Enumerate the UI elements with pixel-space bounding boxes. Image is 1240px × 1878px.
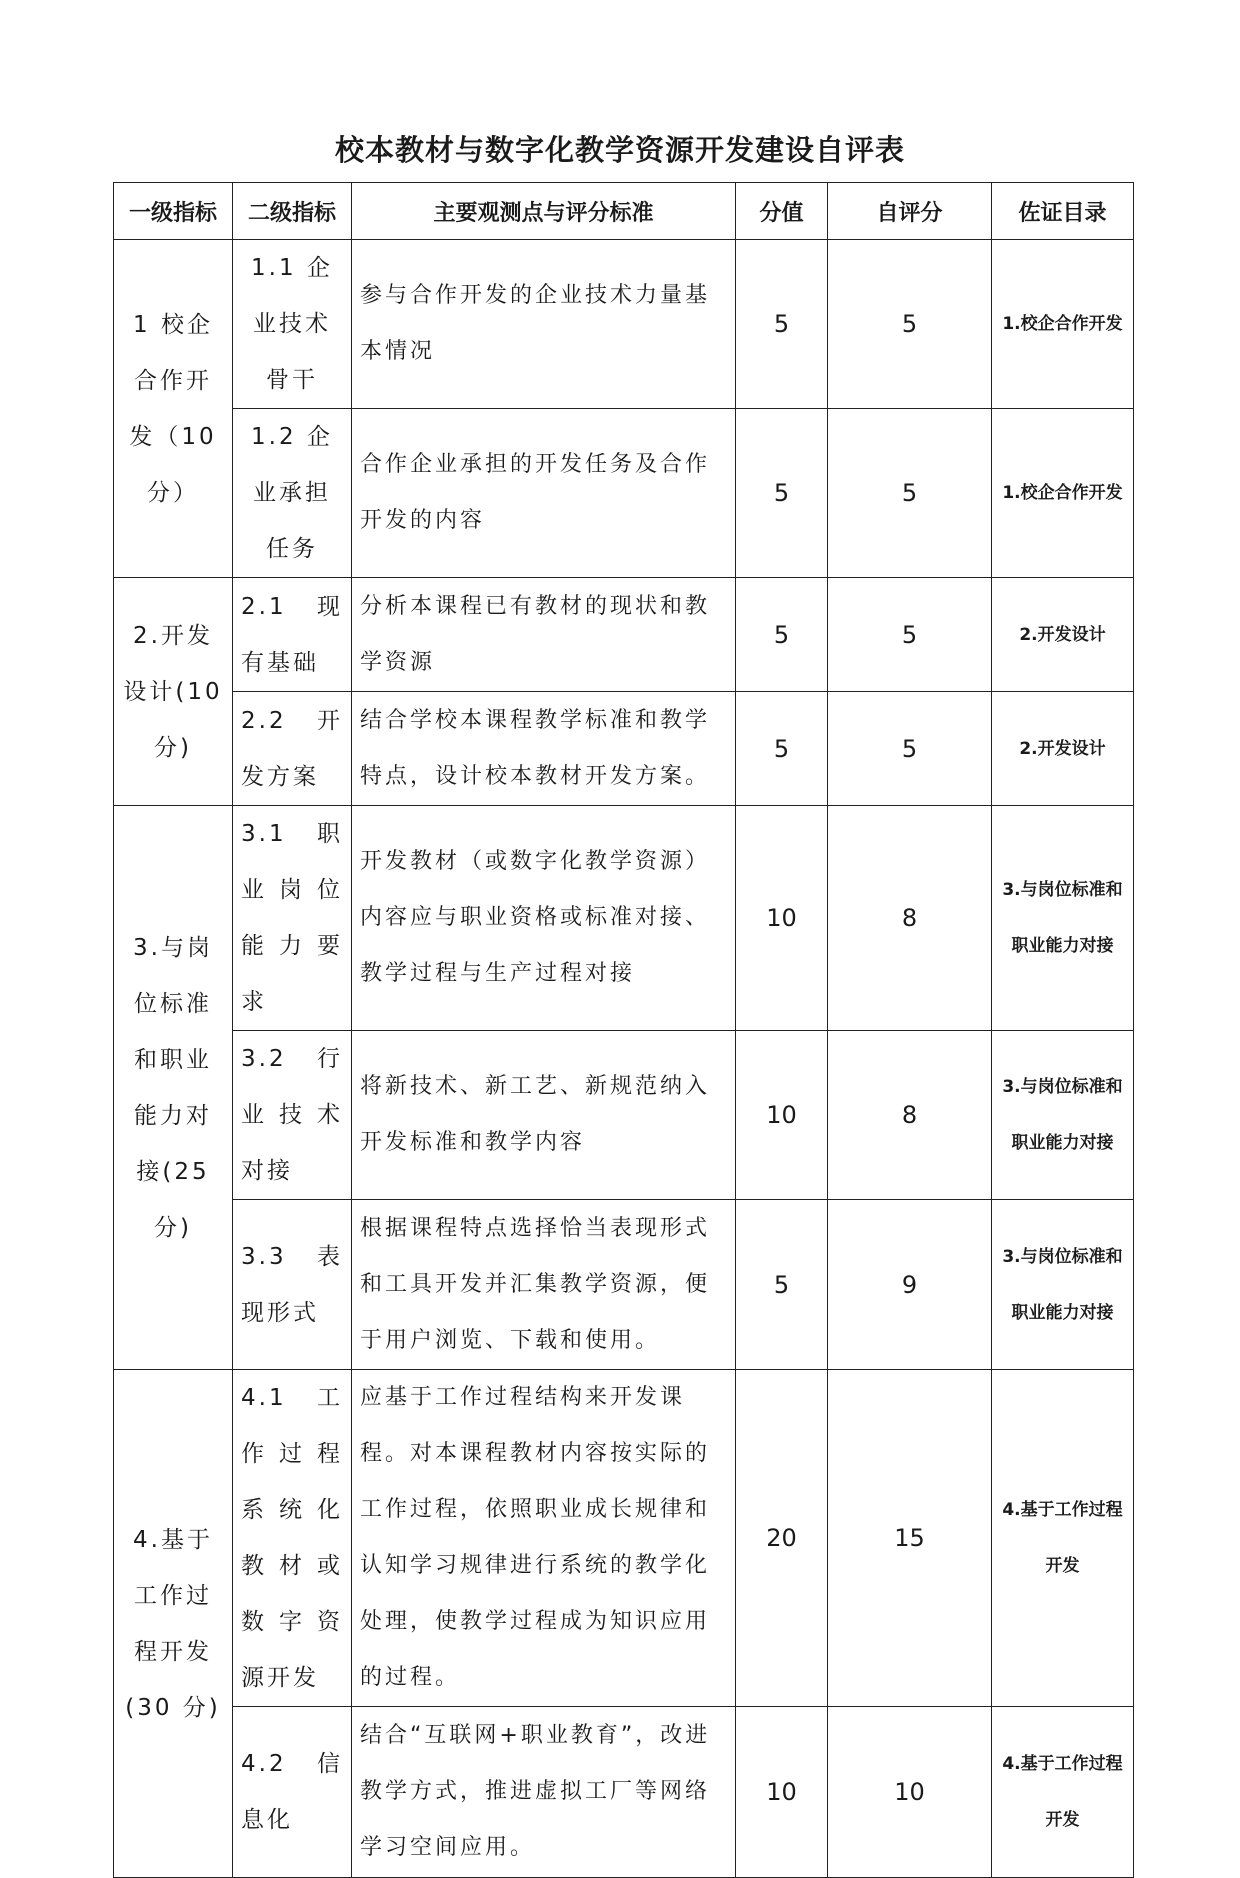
- self-score-value: 8: [828, 1031, 992, 1200]
- table-row: [114, 1370, 1134, 1707]
- score-value: 5: [736, 692, 828, 806]
- level1-indicator: 1 校企合作开发（10 分）: [114, 240, 233, 578]
- criteria-text: 参与合作开发的企业技术力量基本情况: [352, 240, 736, 409]
- table-row: [114, 240, 1134, 409]
- table-row: [114, 578, 1134, 692]
- evidence-text: 2.开发设计: [992, 578, 1134, 692]
- criteria-text: 根据课程特点选择恰当表现形式和工具开发并汇集教学资源，便于用户浏览、下载和使用。: [352, 1200, 736, 1370]
- criteria-text: 合作企业承担的开发任务及合作开发的内容: [352, 409, 736, 578]
- level2-indicator: 1.1 企业技术骨干: [233, 240, 352, 409]
- table-row: [114, 1707, 1134, 1878]
- criteria-text: 分析本课程已有教材的现状和教学资源: [352, 578, 736, 692]
- score-value: 20: [736, 1370, 828, 1707]
- header-level1: 一级指标: [114, 183, 233, 240]
- level1-indicator: 2.开发设计(10 分): [114, 578, 233, 806]
- evidence-text: 2.开发设计: [992, 692, 1134, 806]
- header-criteria: 主要观测点与评分标准: [352, 183, 736, 240]
- score-value: 5: [736, 578, 828, 692]
- self-score-value: 15: [828, 1370, 992, 1707]
- header-level2: 二级指标: [233, 183, 352, 240]
- score-value: 10: [736, 806, 828, 1031]
- header-evidence: 佐证目录: [992, 183, 1134, 240]
- self-score-value: 10: [828, 1707, 992, 1878]
- header-self-score: 自评分: [828, 183, 992, 240]
- level1-indicator: 4.基于工作过程开发(30 分): [114, 1370, 233, 1878]
- level1-indicator: 3.与岗位标准和职业能力对接(25 分): [114, 806, 233, 1370]
- evidence-text: 3.与岗位标准和职业能力对接: [992, 806, 1134, 1031]
- evidence-text: 1.校企合作开发: [992, 240, 1134, 409]
- table-row: [114, 806, 1134, 1031]
- level2-indicator: 4.1 工作过程系统化教材或数字资源开发: [233, 1370, 352, 1707]
- evidence-text: 3.与岗位标准和职业能力对接: [992, 1200, 1134, 1370]
- level2-indicator: 1.2 企业承担任务: [233, 409, 352, 578]
- evidence-text: 4.基于工作过程开发: [992, 1707, 1134, 1878]
- self-score-value: 5: [828, 578, 992, 692]
- score-value: 10: [736, 1707, 828, 1878]
- evaluation-table: [113, 182, 1134, 1878]
- level2-indicator: 3.2 行业技术对接: [233, 1031, 352, 1200]
- level2-indicator: 4.2 信息化: [233, 1707, 352, 1878]
- self-score-value: 9: [828, 1200, 992, 1370]
- criteria-text: 开发教材（或数字化教学资源）内容应与职业资格或标准对接、教学过程与生产过程对接: [352, 806, 736, 1031]
- evidence-text: 3.与岗位标准和职业能力对接: [992, 1031, 1134, 1200]
- self-score-value: 5: [828, 409, 992, 578]
- table-row: [114, 1031, 1134, 1200]
- score-value: 10: [736, 1031, 828, 1200]
- criteria-text: 结合“互联网+职业教育”，改进教学方式，推进虚拟工厂等网络学习空间应用。: [352, 1707, 736, 1878]
- level2-indicator: 2.2 开发方案: [233, 692, 352, 806]
- self-score-value: 8: [828, 806, 992, 1031]
- page-title: 校本教材与数字化教学资源开发建设自评表: [334, 133, 905, 167]
- table-row: [114, 409, 1134, 578]
- criteria-text: 将新技术、新工艺、新规范纳入开发标准和教学内容: [352, 1031, 736, 1200]
- table-row: [114, 692, 1134, 806]
- level2-indicator: 2.1 现有基础: [233, 578, 352, 692]
- self-score-value: 5: [828, 692, 992, 806]
- evidence-text: 4.基于工作过程开发: [992, 1370, 1134, 1707]
- score-value: 5: [736, 1200, 828, 1370]
- self-score-value: 5: [828, 240, 992, 409]
- criteria-text: 应基于工作过程结构来开发课程。对本课程教材内容按实际的工作过程，依照职业成长规律和认知学习规律进行系统的教学化处理，使教学过程成为知识应用的过程。: [352, 1370, 736, 1707]
- criteria-text: 结合学校本课程教学标准和教学特点，设计校本教材开发方案。: [352, 692, 736, 806]
- score-value: 5: [736, 240, 828, 409]
- header-row: [114, 183, 1134, 240]
- header-score: 分值: [736, 183, 828, 240]
- evidence-text: 1.校企合作开发: [992, 409, 1134, 578]
- table-row: [114, 1200, 1134, 1370]
- level2-indicator: 3.3 表现形式: [233, 1200, 352, 1370]
- level2-indicator: 3.1 职业岗位能力要求: [233, 806, 352, 1031]
- score-value: 5: [736, 409, 828, 578]
